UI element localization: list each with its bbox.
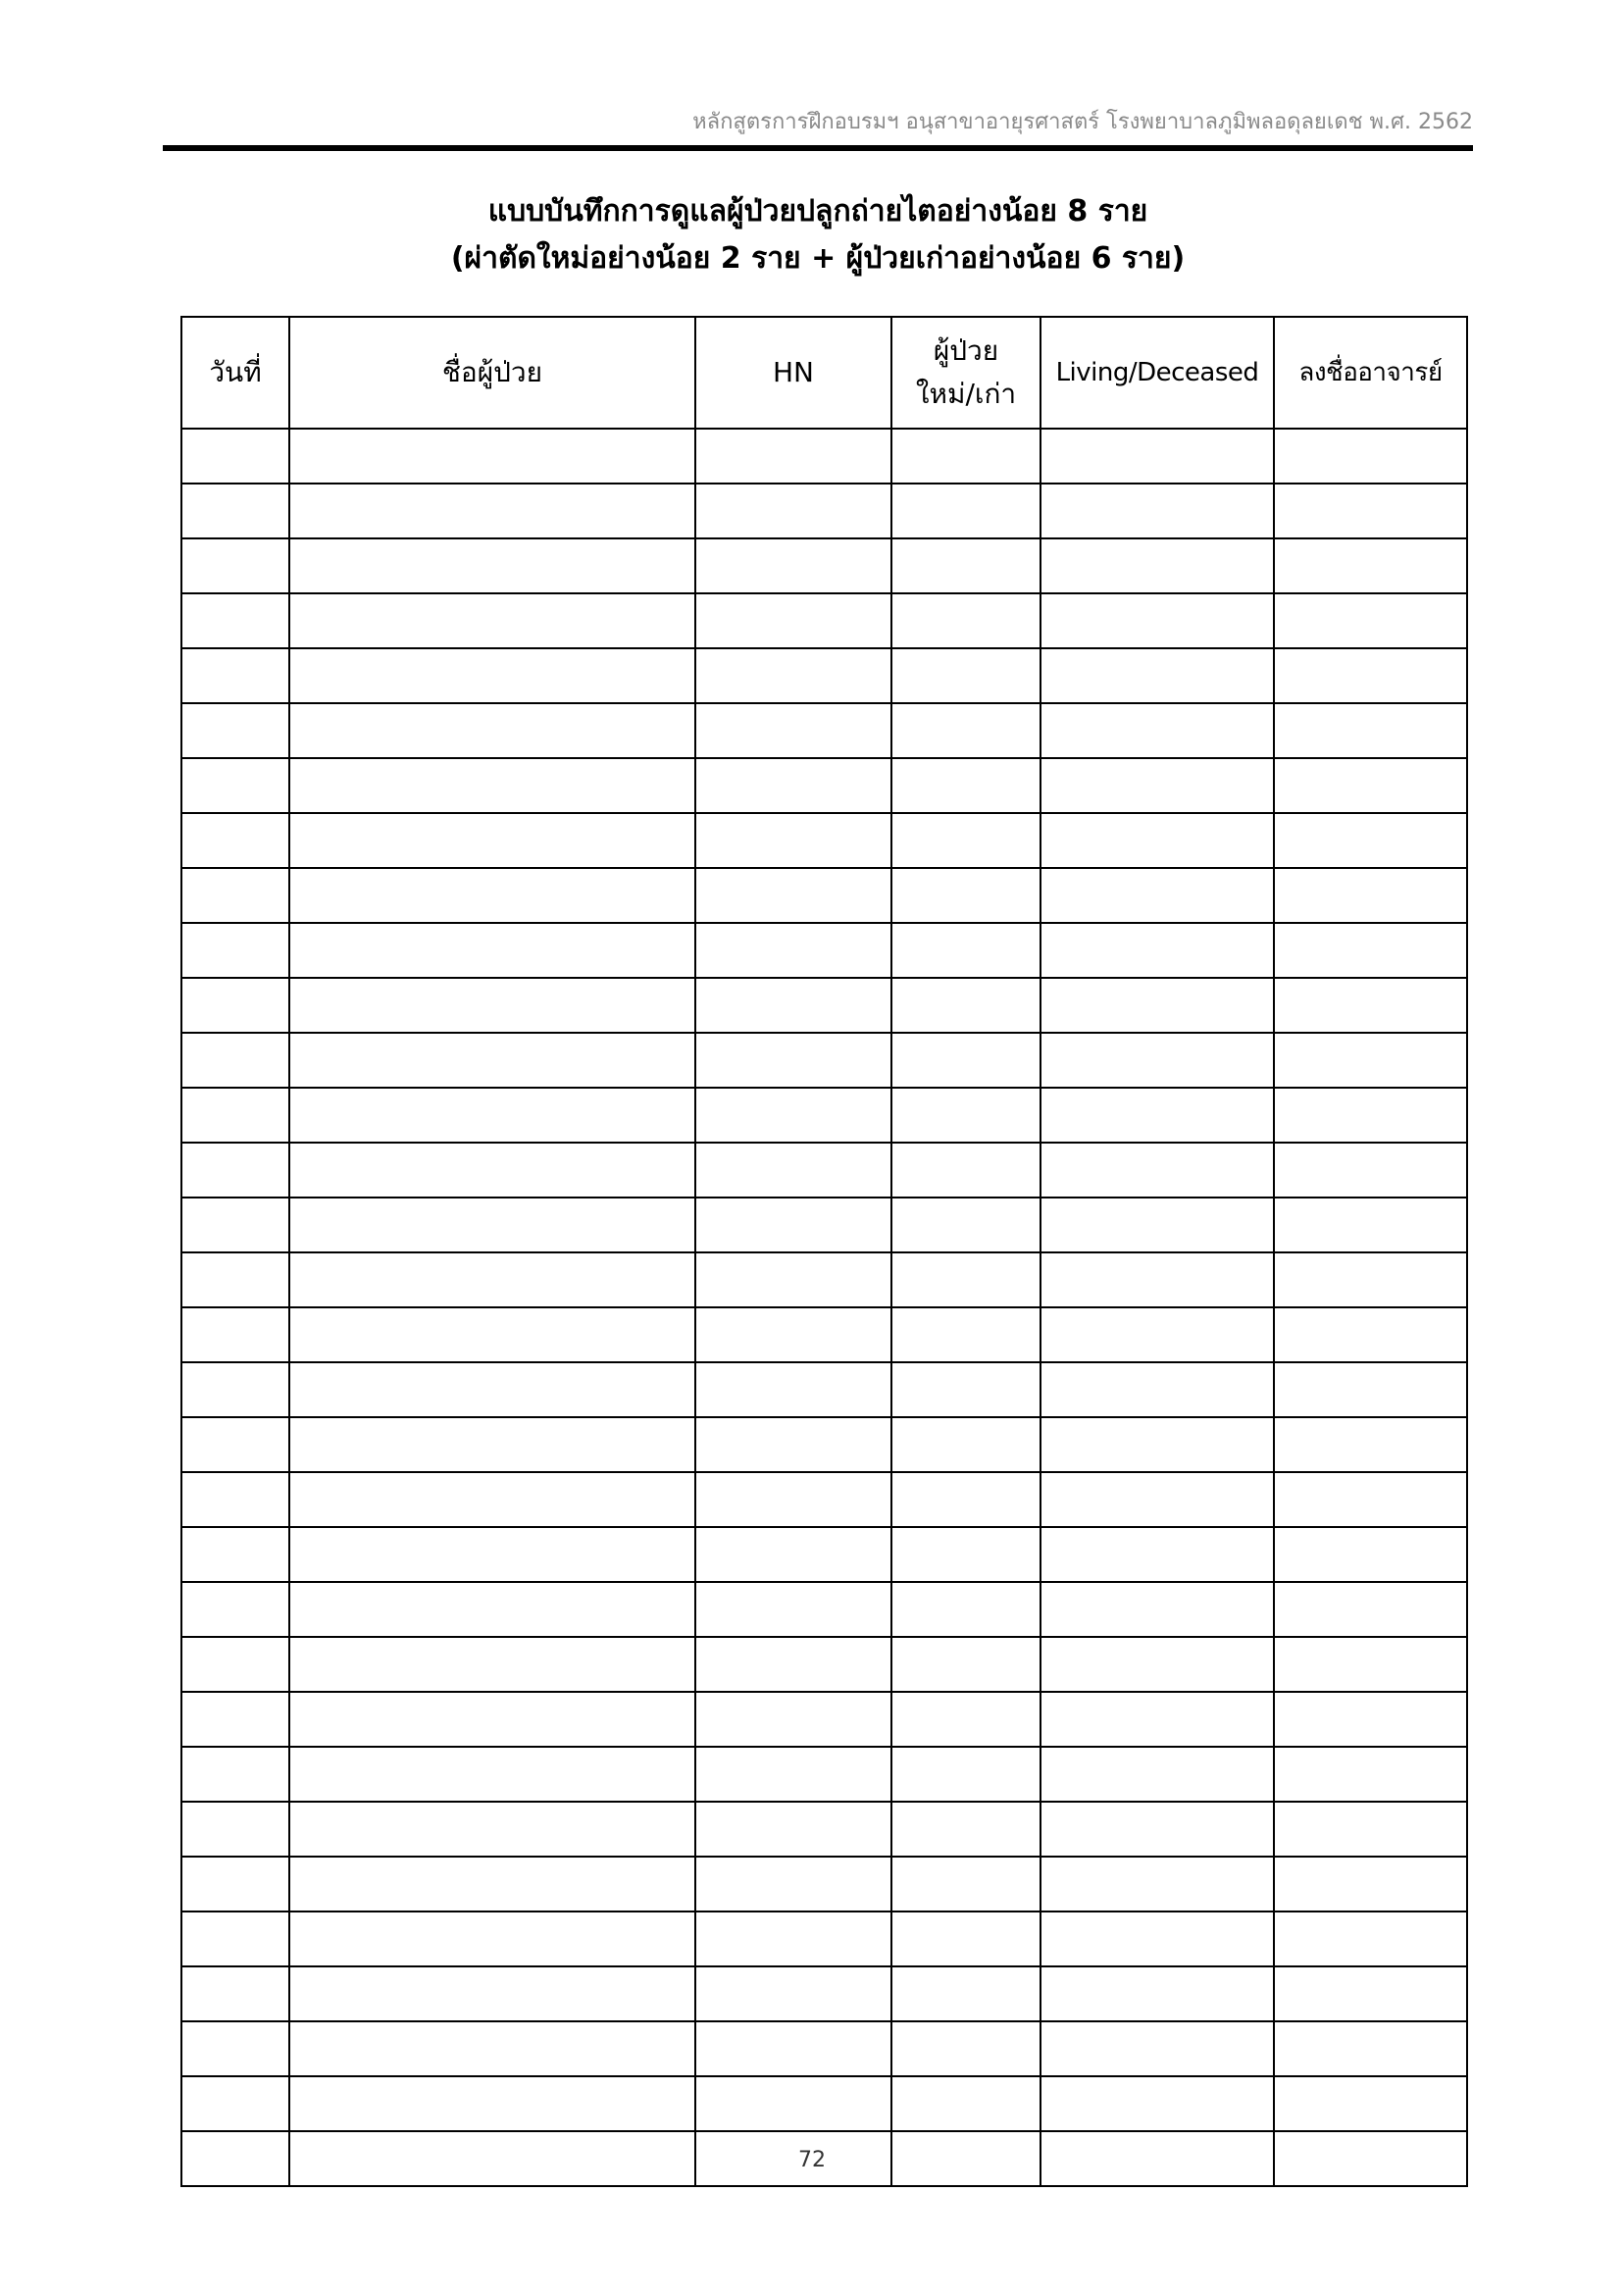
table-row bbox=[181, 1198, 1467, 1252]
table-row bbox=[181, 1747, 1467, 1802]
date-cell[interactable] bbox=[181, 1307, 289, 1362]
column-header-date: วันที่ bbox=[181, 317, 289, 429]
table-row bbox=[181, 923, 1467, 978]
date-cell[interactable] bbox=[181, 923, 289, 978]
patient-type-cell[interactable] bbox=[891, 1802, 1040, 1857]
hn-cell[interactable] bbox=[695, 813, 891, 868]
status-cell[interactable] bbox=[1040, 429, 1274, 484]
table-row bbox=[181, 978, 1467, 1033]
table-row bbox=[181, 703, 1467, 758]
date-cell[interactable] bbox=[181, 2021, 289, 2076]
date-cell[interactable] bbox=[181, 1747, 289, 1802]
patient-name-cell[interactable] bbox=[289, 1527, 695, 1582]
date-cell[interactable] bbox=[181, 1527, 289, 1582]
patient-name-cell[interactable] bbox=[289, 1857, 695, 1912]
status-cell[interactable] bbox=[1040, 1966, 1274, 2021]
hn-cell[interactable] bbox=[695, 1033, 891, 1088]
patient-type-cell[interactable] bbox=[891, 1692, 1040, 1747]
instructor-signature-cell[interactable] bbox=[1274, 1417, 1467, 1472]
hn-cell[interactable] bbox=[695, 648, 891, 703]
hn-cell[interactable] bbox=[695, 1527, 891, 1582]
patient-name-cell[interactable] bbox=[289, 758, 695, 813]
patient-type-cell[interactable] bbox=[891, 538, 1040, 593]
table-row bbox=[181, 1802, 1467, 1857]
status-cell[interactable] bbox=[1040, 978, 1274, 1033]
hn-cell[interactable] bbox=[695, 923, 891, 978]
patient-type-cell[interactable] bbox=[891, 1362, 1040, 1417]
status-cell[interactable] bbox=[1040, 1857, 1274, 1912]
instructor-signature-cell[interactable] bbox=[1274, 1307, 1467, 1362]
hn-cell[interactable] bbox=[695, 758, 891, 813]
patient-name-cell[interactable] bbox=[289, 484, 695, 538]
patient-type-cell[interactable] bbox=[891, 1143, 1040, 1198]
table-row bbox=[181, 758, 1467, 813]
instructor-signature-cell[interactable] bbox=[1274, 1582, 1467, 1637]
hn-cell[interactable] bbox=[695, 978, 891, 1033]
status-cell[interactable] bbox=[1040, 1033, 1274, 1088]
date-cell[interactable] bbox=[181, 1472, 289, 1527]
status-cell[interactable] bbox=[1040, 813, 1274, 868]
hn-cell[interactable] bbox=[695, 1692, 891, 1747]
instructor-signature-cell[interactable] bbox=[1274, 1747, 1467, 1802]
header-rule bbox=[163, 145, 1473, 151]
instructor-signature-cell[interactable] bbox=[1274, 978, 1467, 1033]
date-cell[interactable] bbox=[181, 429, 289, 484]
status-cell[interactable] bbox=[1040, 868, 1274, 923]
patient-type-cell[interactable] bbox=[891, 1582, 1040, 1637]
column-header-patient-type-line-2: ใหม่/เก่า bbox=[915, 378, 1017, 410]
status-cell[interactable] bbox=[1040, 1472, 1274, 1527]
table-row bbox=[181, 1912, 1467, 1966]
status-cell[interactable] bbox=[1040, 1307, 1274, 1362]
status-cell[interactable] bbox=[1040, 484, 1274, 538]
hn-cell[interactable] bbox=[695, 1472, 891, 1527]
patient-name-cell[interactable] bbox=[289, 593, 695, 648]
table-row bbox=[181, 648, 1467, 703]
patient-type-cell[interactable] bbox=[891, 1417, 1040, 1472]
patient-type-cell[interactable] bbox=[891, 2021, 1040, 2076]
patient-type-cell[interactable] bbox=[891, 1912, 1040, 1966]
table-row bbox=[181, 1527, 1467, 1582]
patient-name-cell[interactable] bbox=[289, 1252, 695, 1307]
patient-type-cell[interactable] bbox=[891, 978, 1040, 1033]
instructor-signature-cell[interactable] bbox=[1274, 1966, 1467, 2021]
column-header-instructor-signature: ลงชื่ออาจารย์ bbox=[1274, 317, 1467, 429]
table-row bbox=[181, 593, 1467, 648]
patient-type-cell[interactable] bbox=[891, 1307, 1040, 1362]
date-cell[interactable] bbox=[181, 758, 289, 813]
date-cell[interactable] bbox=[181, 1637, 289, 1692]
hn-cell[interactable] bbox=[695, 2076, 891, 2131]
hn-cell[interactable] bbox=[695, 1857, 891, 1912]
hn-cell[interactable] bbox=[695, 703, 891, 758]
status-cell[interactable] bbox=[1040, 1747, 1274, 1802]
status-cell[interactable] bbox=[1040, 758, 1274, 813]
hn-cell[interactable] bbox=[695, 1252, 891, 1307]
patient-name-cell[interactable] bbox=[289, 1088, 695, 1143]
date-cell[interactable] bbox=[181, 2076, 289, 2131]
instructor-signature-cell[interactable] bbox=[1274, 1527, 1467, 1582]
hn-cell[interactable] bbox=[695, 1143, 891, 1198]
date-cell[interactable] bbox=[181, 484, 289, 538]
table-header-row bbox=[181, 317, 1467, 429]
patient-name-cell[interactable] bbox=[289, 1966, 695, 2021]
instructor-signature-cell[interactable] bbox=[1274, 813, 1467, 868]
running-header: หลักสูตรการฝึกอบรมฯ อนุสาขาอายุรศาสตร์ โรงพยาบาลภูมิพลอดุลยเดช พ.ศ. 2562 bbox=[692, 110, 1473, 134]
hn-cell[interactable] bbox=[695, 1637, 891, 1692]
patient-type-cell[interactable] bbox=[891, 593, 1040, 648]
hn-cell[interactable] bbox=[695, 1362, 891, 1417]
instructor-signature-cell[interactable] bbox=[1274, 429, 1467, 484]
table-row bbox=[181, 1307, 1467, 1362]
hn-cell[interactable] bbox=[695, 538, 891, 593]
table-row bbox=[181, 538, 1467, 593]
date-cell[interactable] bbox=[181, 1966, 289, 2021]
table-row bbox=[181, 1033, 1467, 1088]
status-cell[interactable] bbox=[1040, 1802, 1274, 1857]
status-cell[interactable] bbox=[1040, 1088, 1274, 1143]
date-cell[interactable] bbox=[181, 1088, 289, 1143]
date-cell[interactable] bbox=[181, 1362, 289, 1417]
table-row bbox=[181, 868, 1467, 923]
patient-type-cell[interactable] bbox=[891, 1033, 1040, 1088]
patient-name-cell[interactable] bbox=[289, 1747, 695, 1802]
patient-name-cell[interactable] bbox=[289, 703, 695, 758]
date-cell[interactable] bbox=[181, 868, 289, 923]
hn-cell[interactable] bbox=[695, 1966, 891, 2021]
patient-type-cell[interactable] bbox=[891, 1857, 1040, 1912]
instructor-signature-cell[interactable] bbox=[1274, 1088, 1467, 1143]
date-cell[interactable] bbox=[181, 1252, 289, 1307]
table-row bbox=[181, 1637, 1467, 1692]
status-cell[interactable] bbox=[1040, 1582, 1274, 1637]
status-cell[interactable] bbox=[1040, 1637, 1274, 1692]
patient-name-cell[interactable] bbox=[289, 1472, 695, 1527]
hn-cell[interactable] bbox=[695, 1088, 891, 1143]
hn-cell[interactable] bbox=[695, 484, 891, 538]
instructor-signature-cell[interactable] bbox=[1274, 1802, 1467, 1857]
instructor-signature-cell[interactable] bbox=[1274, 1912, 1467, 1966]
instructor-signature-cell[interactable] bbox=[1274, 1472, 1467, 1527]
hn-cell[interactable] bbox=[695, 1307, 891, 1362]
column-header-status: Living/Deceased bbox=[1040, 317, 1274, 429]
patient-type-cell[interactable] bbox=[891, 868, 1040, 923]
instructor-signature-cell[interactable] bbox=[1274, 2021, 1467, 2076]
table-row bbox=[181, 484, 1467, 538]
instructor-signature-cell[interactable] bbox=[1274, 923, 1467, 978]
date-cell[interactable] bbox=[181, 1582, 289, 1637]
patient-name-cell[interactable] bbox=[289, 2021, 695, 2076]
instructor-signature-cell[interactable] bbox=[1274, 758, 1467, 813]
table-row bbox=[181, 2076, 1467, 2131]
instructor-signature-cell[interactable] bbox=[1274, 2076, 1467, 2131]
patient-type-cell[interactable] bbox=[891, 1527, 1040, 1582]
date-cell[interactable] bbox=[181, 538, 289, 593]
table-row bbox=[181, 1362, 1467, 1417]
date-cell[interactable] bbox=[181, 648, 289, 703]
column-header-hn: HN bbox=[695, 317, 891, 429]
patient-name-cell[interactable] bbox=[289, 648, 695, 703]
hn-cell[interactable] bbox=[695, 1417, 891, 1472]
patient-name-cell[interactable] bbox=[289, 1143, 695, 1198]
date-cell[interactable] bbox=[181, 703, 289, 758]
patient-type-cell[interactable] bbox=[891, 758, 1040, 813]
patient-name-cell[interactable] bbox=[289, 538, 695, 593]
date-cell[interactable] bbox=[181, 1143, 289, 1198]
date-cell[interactable] bbox=[181, 1198, 289, 1252]
column-header-patient-name: ชื่อผู้ป่วย bbox=[289, 317, 695, 429]
table-row bbox=[181, 813, 1467, 868]
date-cell[interactable] bbox=[181, 593, 289, 648]
page-number: 72 bbox=[798, 2148, 826, 2172]
table-row bbox=[181, 1143, 1467, 1198]
patient-type-cell[interactable] bbox=[891, 1252, 1040, 1307]
status-cell[interactable] bbox=[1040, 1252, 1274, 1307]
status-cell[interactable] bbox=[1040, 1143, 1274, 1198]
patient-name-cell[interactable] bbox=[289, 2076, 695, 2131]
instructor-signature-cell[interactable] bbox=[1274, 1033, 1467, 1088]
table-row bbox=[181, 429, 1467, 484]
patient-name-cell[interactable] bbox=[289, 923, 695, 978]
instructor-signature-cell[interactable] bbox=[1274, 1362, 1467, 1417]
instructor-signature-cell[interactable] bbox=[1274, 538, 1467, 593]
table-row bbox=[181, 2021, 1467, 2076]
transplant-care-log-table bbox=[180, 316, 1468, 2187]
hn-cell[interactable] bbox=[695, 1802, 891, 1857]
form-title bbox=[163, 188, 1473, 282]
instructor-signature-cell[interactable] bbox=[1274, 1252, 1467, 1307]
patient-type-cell[interactable] bbox=[891, 1637, 1040, 1692]
patient-type-cell[interactable] bbox=[891, 484, 1040, 538]
form-title-line-1: แบบบันทึกการดูแลผู้ป่วยปลูกถ่ายไตอย่างน้อย 8 ราย bbox=[487, 194, 1148, 229]
status-cell[interactable] bbox=[1040, 923, 1274, 978]
status-cell[interactable] bbox=[1040, 648, 1274, 703]
patient-name-cell[interactable] bbox=[289, 1802, 695, 1857]
instructor-signature-cell[interactable] bbox=[1274, 1857, 1467, 1912]
patient-name-cell[interactable] bbox=[289, 868, 695, 923]
patient-name-cell[interactable] bbox=[289, 1692, 695, 1747]
hn-cell[interactable] bbox=[695, 1912, 891, 1966]
instructor-signature-cell[interactable] bbox=[1274, 593, 1467, 648]
date-cell[interactable] bbox=[181, 1692, 289, 1747]
hn-cell[interactable] bbox=[695, 2021, 891, 2076]
date-cell[interactable] bbox=[181, 978, 289, 1033]
patient-type-cell[interactable] bbox=[891, 429, 1040, 484]
patient-type-cell[interactable] bbox=[891, 1088, 1040, 1143]
table-row bbox=[181, 1417, 1467, 1472]
form-title-line-2: (ผ่าตัดใหม่อย่างน้อย 2 ราย + ผู้ป่วยเก่าอย่างน้อย 6 ราย) bbox=[450, 241, 1186, 276]
hn-cell[interactable] bbox=[695, 868, 891, 923]
table-row bbox=[181, 1692, 1467, 1747]
table-row bbox=[181, 1966, 1467, 2021]
status-cell[interactable] bbox=[1040, 593, 1274, 648]
patient-name-cell[interactable] bbox=[289, 1307, 695, 1362]
patient-name-cell[interactable] bbox=[289, 1637, 695, 1692]
column-header-patient-type bbox=[891, 317, 1040, 429]
date-cell[interactable] bbox=[181, 1417, 289, 1472]
hn-cell[interactable] bbox=[695, 1747, 891, 1802]
table-row bbox=[181, 1472, 1467, 1527]
status-cell[interactable] bbox=[1040, 1417, 1274, 1472]
patient-name-cell[interactable] bbox=[289, 813, 695, 868]
patient-name-cell[interactable] bbox=[289, 978, 695, 1033]
instructor-signature-cell[interactable] bbox=[1274, 703, 1467, 758]
patient-type-cell[interactable] bbox=[891, 648, 1040, 703]
instructor-signature-cell[interactable] bbox=[1274, 1198, 1467, 1252]
hn-cell[interactable] bbox=[695, 593, 891, 648]
date-cell[interactable] bbox=[181, 1802, 289, 1857]
patient-type-cell[interactable] bbox=[891, 2076, 1040, 2131]
status-cell[interactable] bbox=[1040, 538, 1274, 593]
hn-cell[interactable] bbox=[695, 1582, 891, 1637]
status-cell[interactable] bbox=[1040, 1198, 1274, 1252]
patient-name-cell[interactable] bbox=[289, 429, 695, 484]
patient-type-cell[interactable] bbox=[891, 813, 1040, 868]
patient-type-cell[interactable] bbox=[891, 1472, 1040, 1527]
patient-type-cell[interactable] bbox=[891, 703, 1040, 758]
date-cell[interactable] bbox=[181, 1912, 289, 1966]
patient-type-cell[interactable] bbox=[891, 1966, 1040, 2021]
instructor-signature-cell[interactable] bbox=[1274, 1143, 1467, 1198]
instructor-signature-cell[interactable] bbox=[1274, 868, 1467, 923]
instructor-signature-cell[interactable] bbox=[1274, 1637, 1467, 1692]
patient-type-cell[interactable] bbox=[891, 1747, 1040, 1802]
instructor-signature-cell[interactable] bbox=[1274, 648, 1467, 703]
table-row bbox=[181, 1857, 1467, 1912]
status-cell[interactable] bbox=[1040, 1362, 1274, 1417]
patient-name-cell[interactable] bbox=[289, 1417, 695, 1472]
hn-cell[interactable] bbox=[695, 429, 891, 484]
column-header-patient-type-line-1: ผู้ป่วย bbox=[933, 334, 999, 367]
hn-cell[interactable] bbox=[695, 1198, 891, 1252]
status-cell[interactable] bbox=[1040, 703, 1274, 758]
table-row bbox=[181, 1088, 1467, 1143]
date-cell[interactable] bbox=[181, 1033, 289, 1088]
patient-type-cell[interactable] bbox=[891, 923, 1040, 978]
status-cell[interactable] bbox=[1040, 1912, 1274, 1966]
instructor-signature-cell[interactable] bbox=[1274, 484, 1467, 538]
instructor-signature-cell[interactable] bbox=[1274, 1692, 1467, 1747]
status-cell[interactable] bbox=[1040, 2076, 1274, 2131]
patient-name-cell[interactable] bbox=[289, 1198, 695, 1252]
patient-name-cell[interactable] bbox=[289, 1912, 695, 1966]
status-cell[interactable] bbox=[1040, 2021, 1274, 2076]
status-cell[interactable] bbox=[1040, 1692, 1274, 1747]
patient-name-cell[interactable] bbox=[289, 1582, 695, 1637]
date-cell[interactable] bbox=[181, 1857, 289, 1912]
status-cell[interactable] bbox=[1040, 1527, 1274, 1582]
patient-name-cell[interactable] bbox=[289, 1362, 695, 1417]
patient-type-cell[interactable] bbox=[891, 1198, 1040, 1252]
patient-name-cell[interactable] bbox=[289, 1033, 695, 1088]
table-row bbox=[181, 1252, 1467, 1307]
date-cell[interactable] bbox=[181, 813, 289, 868]
table-row bbox=[181, 1582, 1467, 1637]
